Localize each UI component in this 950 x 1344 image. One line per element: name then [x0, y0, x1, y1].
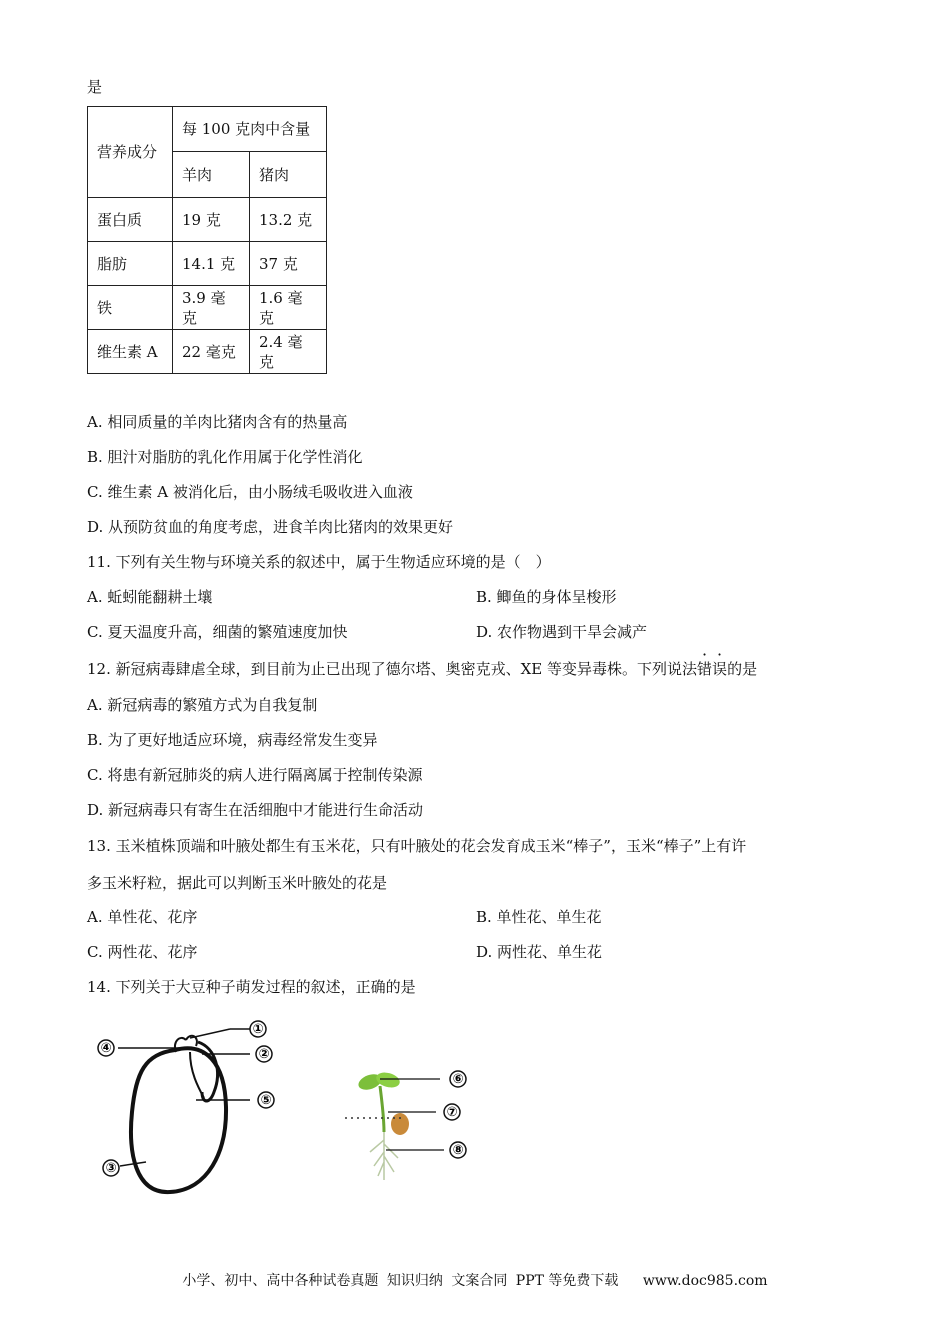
- header-pork: 猪肉: [250, 152, 327, 198]
- footer-text-4: PPT 等免费下载: [515, 1273, 619, 1289]
- q12-option-b: B. 为了更好地适应环境，病毒经常发生变异: [87, 731, 378, 749]
- header-mutton: 羊肉: [173, 152, 250, 198]
- row-name: 维生素 A: [88, 330, 173, 374]
- label-6: ⑥: [452, 1072, 464, 1087]
- q12-option-c: C. 将患有新冠肺炎的病人进行隔离属于控制传染源: [87, 766, 423, 784]
- q13-stem-line2: 多玉米籽粒，据此可以判断玉米叶腋处的花是: [87, 874, 388, 892]
- q10-option-d: D. 从预防贫血的角度考虑，进食羊肉比猪肉的效果更好: [87, 518, 454, 536]
- previous-question-tail: 是: [87, 78, 103, 96]
- seed-coat-outline: [131, 1048, 226, 1192]
- header-nutrient: [88, 107, 173, 198]
- row-name: 铁: [88, 286, 173, 330]
- header-per-100g: 每 100 克肉中含量: [173, 107, 327, 152]
- row-pork: 1.6 毫克: [250, 286, 327, 330]
- nutrition-table: [87, 106, 327, 374]
- seedling-cotyledon: [391, 1113, 409, 1135]
- footer-text-1: 小学、初中、高中各种试卷真题: [182, 1273, 379, 1289]
- q12-stem: [87, 659, 757, 679]
- q13-option-c: C. 两性花、花序: [87, 943, 198, 961]
- row-pork: 37 克: [250, 242, 327, 286]
- bean-seedling-diagram: [340, 1062, 480, 1187]
- row-pork: 2.4 毫克: [250, 330, 327, 374]
- header-nutrient-label: 营养成分: [97, 143, 158, 161]
- label-3: ③: [105, 1161, 117, 1176]
- table-row: [88, 286, 327, 330]
- seedling-roots: [370, 1132, 398, 1180]
- q11-option-d: D. 农作物遇到干旱会减产: [476, 623, 648, 641]
- table-row: [88, 330, 327, 374]
- q13-option-d: D. 两性花、单生花: [476, 943, 603, 961]
- q10-option-a: A. 相同质量的羊肉比猪肉含有的热量高: [87, 413, 348, 431]
- q10-option-c: C. 维生素 A 被消化后，由小肠绒毛吸收进入血液: [87, 483, 413, 501]
- label-8: ⑧: [452, 1143, 464, 1158]
- label-2: ②: [258, 1047, 270, 1062]
- table-row: [88, 242, 327, 286]
- footer-text-2: 知识归纳: [386, 1273, 443, 1289]
- row-mutton: 22 毫克: [173, 330, 250, 374]
- q12-stem-pre: 12. 新冠病毒肆虐全球，到目前为止已出现了德尔塔、奥密克戎、XE 等变异毒株。下列说法: [87, 660, 698, 678]
- row-name: 脂肪: [88, 242, 173, 286]
- q11-option-c: C. 夏天温度升高，细菌的繁殖速度加快: [87, 623, 348, 641]
- page-footer: [0, 1270, 950, 1290]
- q13-option-a: A. 单性花、花序: [87, 908, 198, 926]
- q14-stem: 14. 下列关于大豆种子萌发过程的叙述，正确的是: [87, 978, 416, 996]
- q12-emphasis-char-1: 错: [697, 660, 713, 678]
- row-mutton: 14.1 克: [173, 242, 250, 286]
- row-mutton: 3.9 毫克: [173, 286, 250, 330]
- q13-stem-line1: 13. 玉米植株顶端和叶腋处都生有玉米花，只有叶腋处的花会发育成玉米“棒子”，玉米“棒子”上有许: [87, 837, 747, 855]
- label-4: ④: [100, 1041, 112, 1056]
- table-row: [88, 198, 327, 242]
- row-pork: 13.2 克: [250, 198, 327, 242]
- footer-text-3: 文案合同: [451, 1273, 508, 1289]
- q12-option-d: D. 新冠病毒只有寄生在活细胞中才能进行生命活动: [87, 801, 424, 819]
- label-5: ⑤: [260, 1093, 272, 1108]
- leader-line-1b: [190, 1029, 230, 1038]
- label-7: ⑦: [446, 1105, 458, 1120]
- q10-option-b: B. 胆汁对脂肪的乳化作用属于化学性消化: [87, 448, 363, 466]
- q11-stem: 11. 下列有关生物与环境关系的叙述中，属于生物适应环境的是（ ）: [87, 553, 551, 571]
- q11-option-a: A. 蚯蚓能翻耕土壤: [87, 588, 213, 606]
- label-1: ①: [252, 1022, 264, 1037]
- seedling-stem: [380, 1086, 384, 1132]
- footer-site-link[interactable]: www.doc985.com: [642, 1273, 768, 1289]
- row-name: 蛋白质: [88, 198, 173, 242]
- row-mutton: 19 克: [173, 198, 250, 242]
- q12-stem-post: 的是: [727, 660, 758, 678]
- q13-option-b: B. 单性花、单生花: [476, 908, 602, 926]
- q12-option-a: A. 新冠病毒的繁殖方式为自我复制: [87, 696, 318, 714]
- q12-emphasis-char-2: 误: [712, 660, 728, 678]
- bean-seed-diagram: [90, 1012, 290, 1197]
- q11-option-b: B. 鲫鱼的身体呈梭形: [476, 588, 617, 606]
